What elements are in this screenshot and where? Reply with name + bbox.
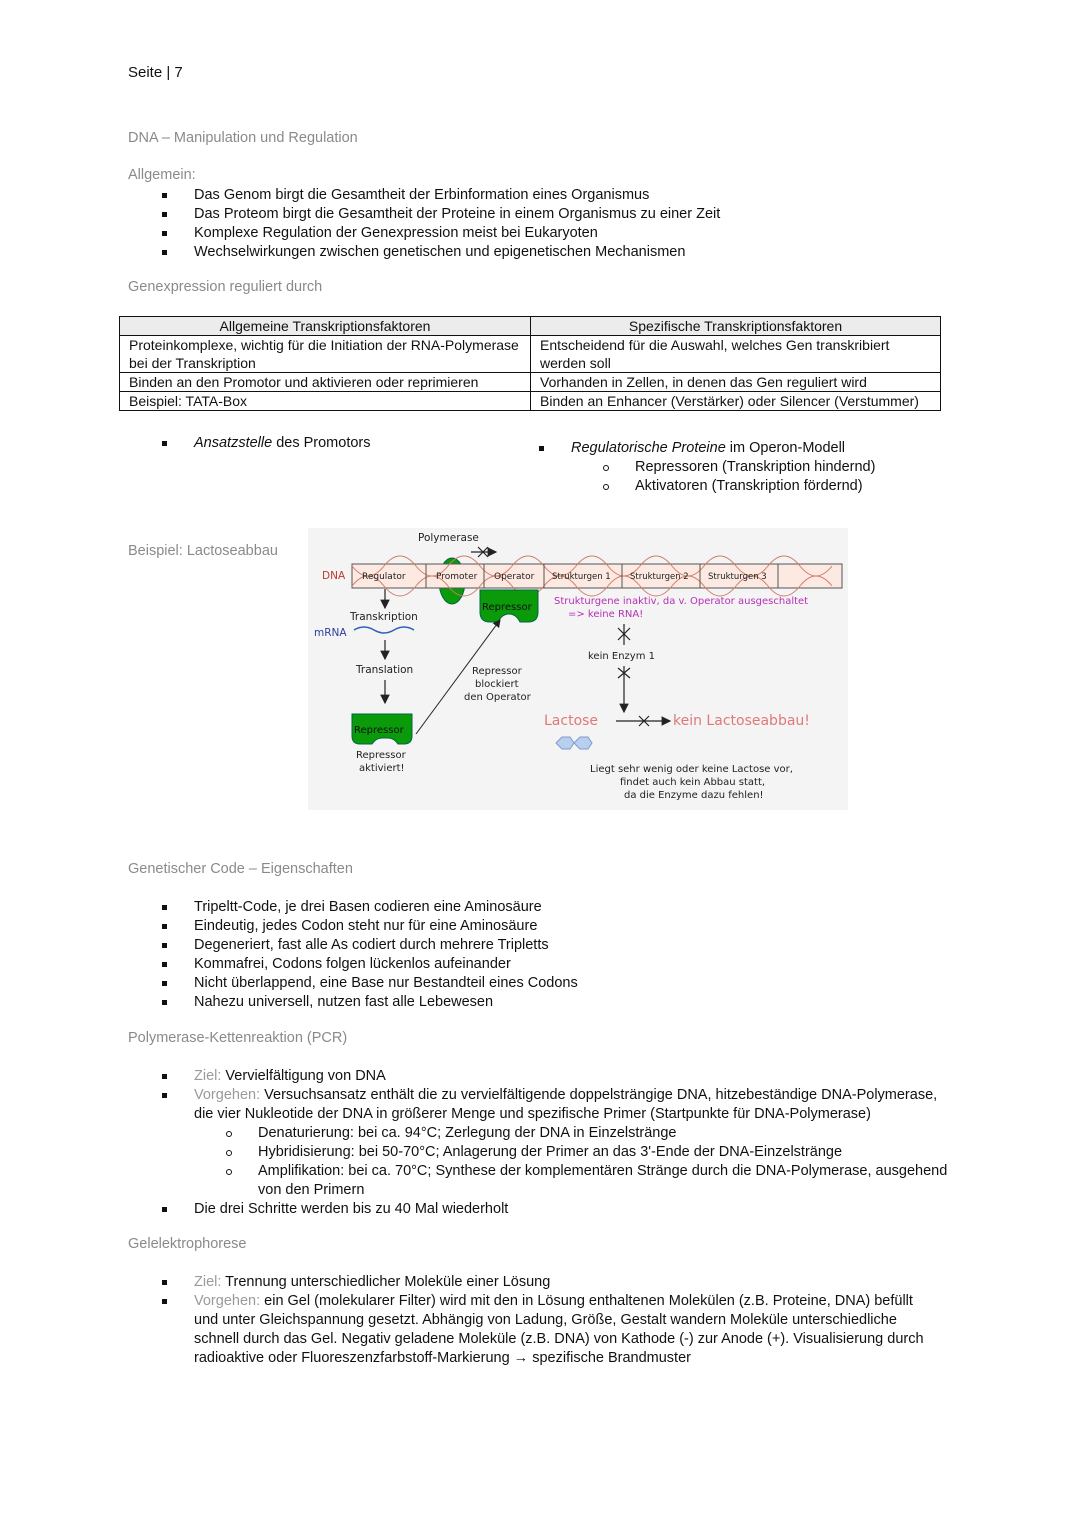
gel-heading: Gelelektrophorese bbox=[128, 1236, 247, 1252]
list-item: Das Proteom birgt die Gesamtheit der Proteine in einem Organismus zu einer Zeit bbox=[128, 205, 720, 224]
operon-note-list bbox=[505, 439, 925, 458]
transcription-factors-table bbox=[119, 316, 941, 411]
pcr-list bbox=[128, 1067, 958, 1124]
table-cell: Entscheidend für die Auswahl, welches Gen transkribiert werden soll bbox=[531, 336, 941, 373]
operon-note bbox=[505, 439, 925, 496]
list-item: Tripeltt-Code, je drei Basen codieren eine Aminosäure bbox=[128, 898, 578, 917]
pcr-repeat-list bbox=[128, 1200, 958, 1219]
table-cell: Binden an den Promotor und aktivieren oder reprimieren bbox=[120, 373, 531, 392]
no-breakdown-label: kein Lactoseabbau! bbox=[673, 713, 810, 729]
translation-label: Translation bbox=[356, 664, 414, 676]
list-item bbox=[128, 1067, 958, 1086]
note-line-3: da die Enzyme dazu fehlen! bbox=[624, 790, 764, 801]
repressor-activated-2: aktiviert! bbox=[359, 763, 405, 774]
note-line-1: Liegt sehr wenig oder keine Lactose vor, bbox=[590, 764, 793, 775]
inactive-note-2: => keine RNA! bbox=[568, 609, 644, 620]
inactive-note-1: Strukturgene inaktiv, da v. Operator ausgeschaltet bbox=[554, 596, 809, 607]
gel-list bbox=[128, 1273, 928, 1368]
table-header-row bbox=[120, 317, 941, 336]
gene-2-label: Strukturgen 2 bbox=[630, 572, 689, 582]
operator-label: Operator bbox=[494, 572, 535, 582]
list-item bbox=[128, 1273, 928, 1292]
lactose-label: Lactose bbox=[544, 713, 599, 729]
list-item: Degeneriert, fast alle As codiert durch mehrere Tripletts bbox=[128, 936, 578, 955]
gel-vorgehen-text: ein Gel (molekularer Filter) wird mit den in Lösung enthaltenen Molekülen (z.B. Proteine, DNA) befüllt und unter Gleichspannung gesetzt. Abhängig von Ladung, Größe, Gestalt wandern Moleküle unterschiedliche schnell durch das Gel. Negativ geladene Moleküle (z.B. DNA) von Kathode (-) zur Anode (+). Visualisierung durch radioaktive oder Fluoreszenzfarbstoff-Markierung → spezifische Brandmuster bbox=[194, 1293, 924, 1366]
polymerase-label: Polymerase bbox=[418, 532, 479, 544]
list-item bbox=[128, 1292, 928, 1368]
beispiel-heading: Beispiel: Lactoseabbau bbox=[128, 543, 278, 559]
list-item: Nicht überlappend, eine Base nur Bestandteil eines Codons bbox=[128, 974, 578, 993]
promoter-label: Promoter bbox=[436, 572, 478, 582]
table-cell: Binden an Enhancer (Verstärker) oder Silencer (Verstummer) bbox=[531, 392, 941, 411]
allgemein-heading: Allgemein: bbox=[128, 167, 196, 183]
list-item bbox=[505, 439, 925, 458]
promoter-note-italic: Ansatzstelle bbox=[194, 435, 273, 451]
gel-vorgehen-label: Vorgehen: bbox=[194, 1293, 261, 1309]
pcr-vorgehen-label: Vorgehen: bbox=[194, 1087, 261, 1103]
operon-sub-list bbox=[569, 458, 925, 496]
gel-ziel-text: Trennung unterschiedlicher Moleküle einer Lösung bbox=[221, 1274, 551, 1290]
pcr-steps bbox=[192, 1124, 958, 1200]
promoter-note bbox=[128, 434, 371, 453]
list-item bbox=[128, 434, 371, 453]
pcr-section bbox=[128, 1067, 958, 1219]
operon-note-italic: Regulatorische Proteine bbox=[571, 440, 726, 456]
allgemein-list bbox=[128, 186, 720, 262]
table-cell: Vorhanden in Zellen, in denen das Gen reguliert wird bbox=[531, 373, 941, 392]
list-item: Wechselwirkungen zwischen genetischen und epigenetischen Mechanismen bbox=[128, 243, 720, 262]
gel-ziel-label: Ziel: bbox=[194, 1274, 222, 1290]
list-item: Denaturierung: bei ca. 94°C; Zerlegung der DNA in Einzelstränge bbox=[192, 1124, 958, 1143]
repressor-activated-1: Repressor bbox=[356, 750, 406, 761]
list-item: Amplifikation: bei ca. 70°C; Synthese der komplementären Stränge durch die DNA-Polymerase, ausgehend von den Primern bbox=[192, 1162, 958, 1200]
table-header-specific: Spezifische Transkriptionsfaktoren bbox=[531, 317, 941, 336]
note-line-2: findet auch kein Abbau statt, bbox=[620, 777, 766, 788]
list-item: Die drei Schritte werden bis zu 40 Mal wiederholt bbox=[128, 1200, 958, 1219]
promoter-note-text: des Promotors bbox=[272, 435, 371, 451]
table-row bbox=[120, 373, 941, 392]
dna-label: DNA bbox=[322, 570, 346, 582]
free-repressor-label: Repressor bbox=[354, 725, 404, 736]
document-title: DNA – Manipulation und Regulation bbox=[128, 130, 358, 146]
list-item bbox=[128, 1086, 958, 1124]
lac-operon-diagram bbox=[308, 528, 848, 810]
list-item: Eindeutig, jedes Codon steht nur für eine Aminosäure bbox=[128, 917, 578, 936]
list-item: Repressoren (Transkription hindernd) bbox=[569, 458, 925, 477]
bound-repressor-label: Repressor bbox=[482, 602, 532, 613]
table-cell: Beispiel: TATA-Box bbox=[120, 392, 531, 411]
blocks-label-2: blockiert bbox=[475, 679, 519, 690]
list-item: Kommafrei, Codons folgen lückenlos aufeinander bbox=[128, 955, 578, 974]
no-enzyme-label: kein Enzym 1 bbox=[588, 651, 655, 662]
pcr-heading: Polymerase-Kettenreaktion (PCR) bbox=[128, 1030, 348, 1046]
transkription-label: Transkription bbox=[350, 611, 418, 623]
pcr-ziel-label: Ziel: bbox=[194, 1068, 222, 1084]
list-item: Aktivatoren (Transkription fördernd) bbox=[569, 477, 925, 496]
gene-3-label: Strukturgen 3 bbox=[708, 572, 767, 582]
page-number: Seite | 7 bbox=[128, 64, 183, 81]
gene-1-label: Strukturgen 1 bbox=[552, 572, 611, 582]
list-item: Komplexe Regulation der Genexpression meist bei Eukaryoten bbox=[128, 224, 720, 243]
code-list bbox=[128, 898, 578, 1012]
table-row bbox=[120, 392, 941, 411]
blocks-label-3: den Operator bbox=[464, 692, 531, 703]
regulator-label: Regulator bbox=[362, 572, 406, 582]
list-item: Nahezu universell, nutzen fast alle Lebewesen bbox=[128, 993, 578, 1012]
list-item: Das Genom birgt die Gesamtheit der Erbinformation eines Organismus bbox=[128, 186, 720, 205]
operon-note-text: im Operon-Modell bbox=[725, 440, 846, 456]
table-header-general: Allgemeine Transkriptionsfaktoren bbox=[120, 317, 531, 336]
blocks-label-1: Repressor bbox=[472, 666, 522, 677]
table-row bbox=[120, 336, 941, 373]
pcr-vorgehen-text: Versuchsansatz enthält die zu vervielfältigende doppelsträngige DNA, hitzebeständige DNA-Polymerase, die vier Nukleotide der DNA in größerer Menge und spezifische Primer (Startpunkte für DNA-Polymerase) bbox=[194, 1087, 938, 1122]
pcr-ziel-text: Vervielfältigung von DNA bbox=[221, 1068, 386, 1084]
code-heading: Genetischer Code – Eigenschaften bbox=[128, 861, 353, 877]
table-cell: Proteinkomplexe, wichtig für die Initiation der RNA-Polymerase bei der Transkription bbox=[120, 336, 531, 373]
mrna-label: mRNA bbox=[314, 627, 347, 639]
genexpression-heading: Genexpression reguliert durch bbox=[128, 279, 323, 295]
list-item: Hybridisierung: bei 50-70°C; Anlagerung der Primer an das 3'-Ende der DNA-Einzelstränge bbox=[192, 1143, 958, 1162]
